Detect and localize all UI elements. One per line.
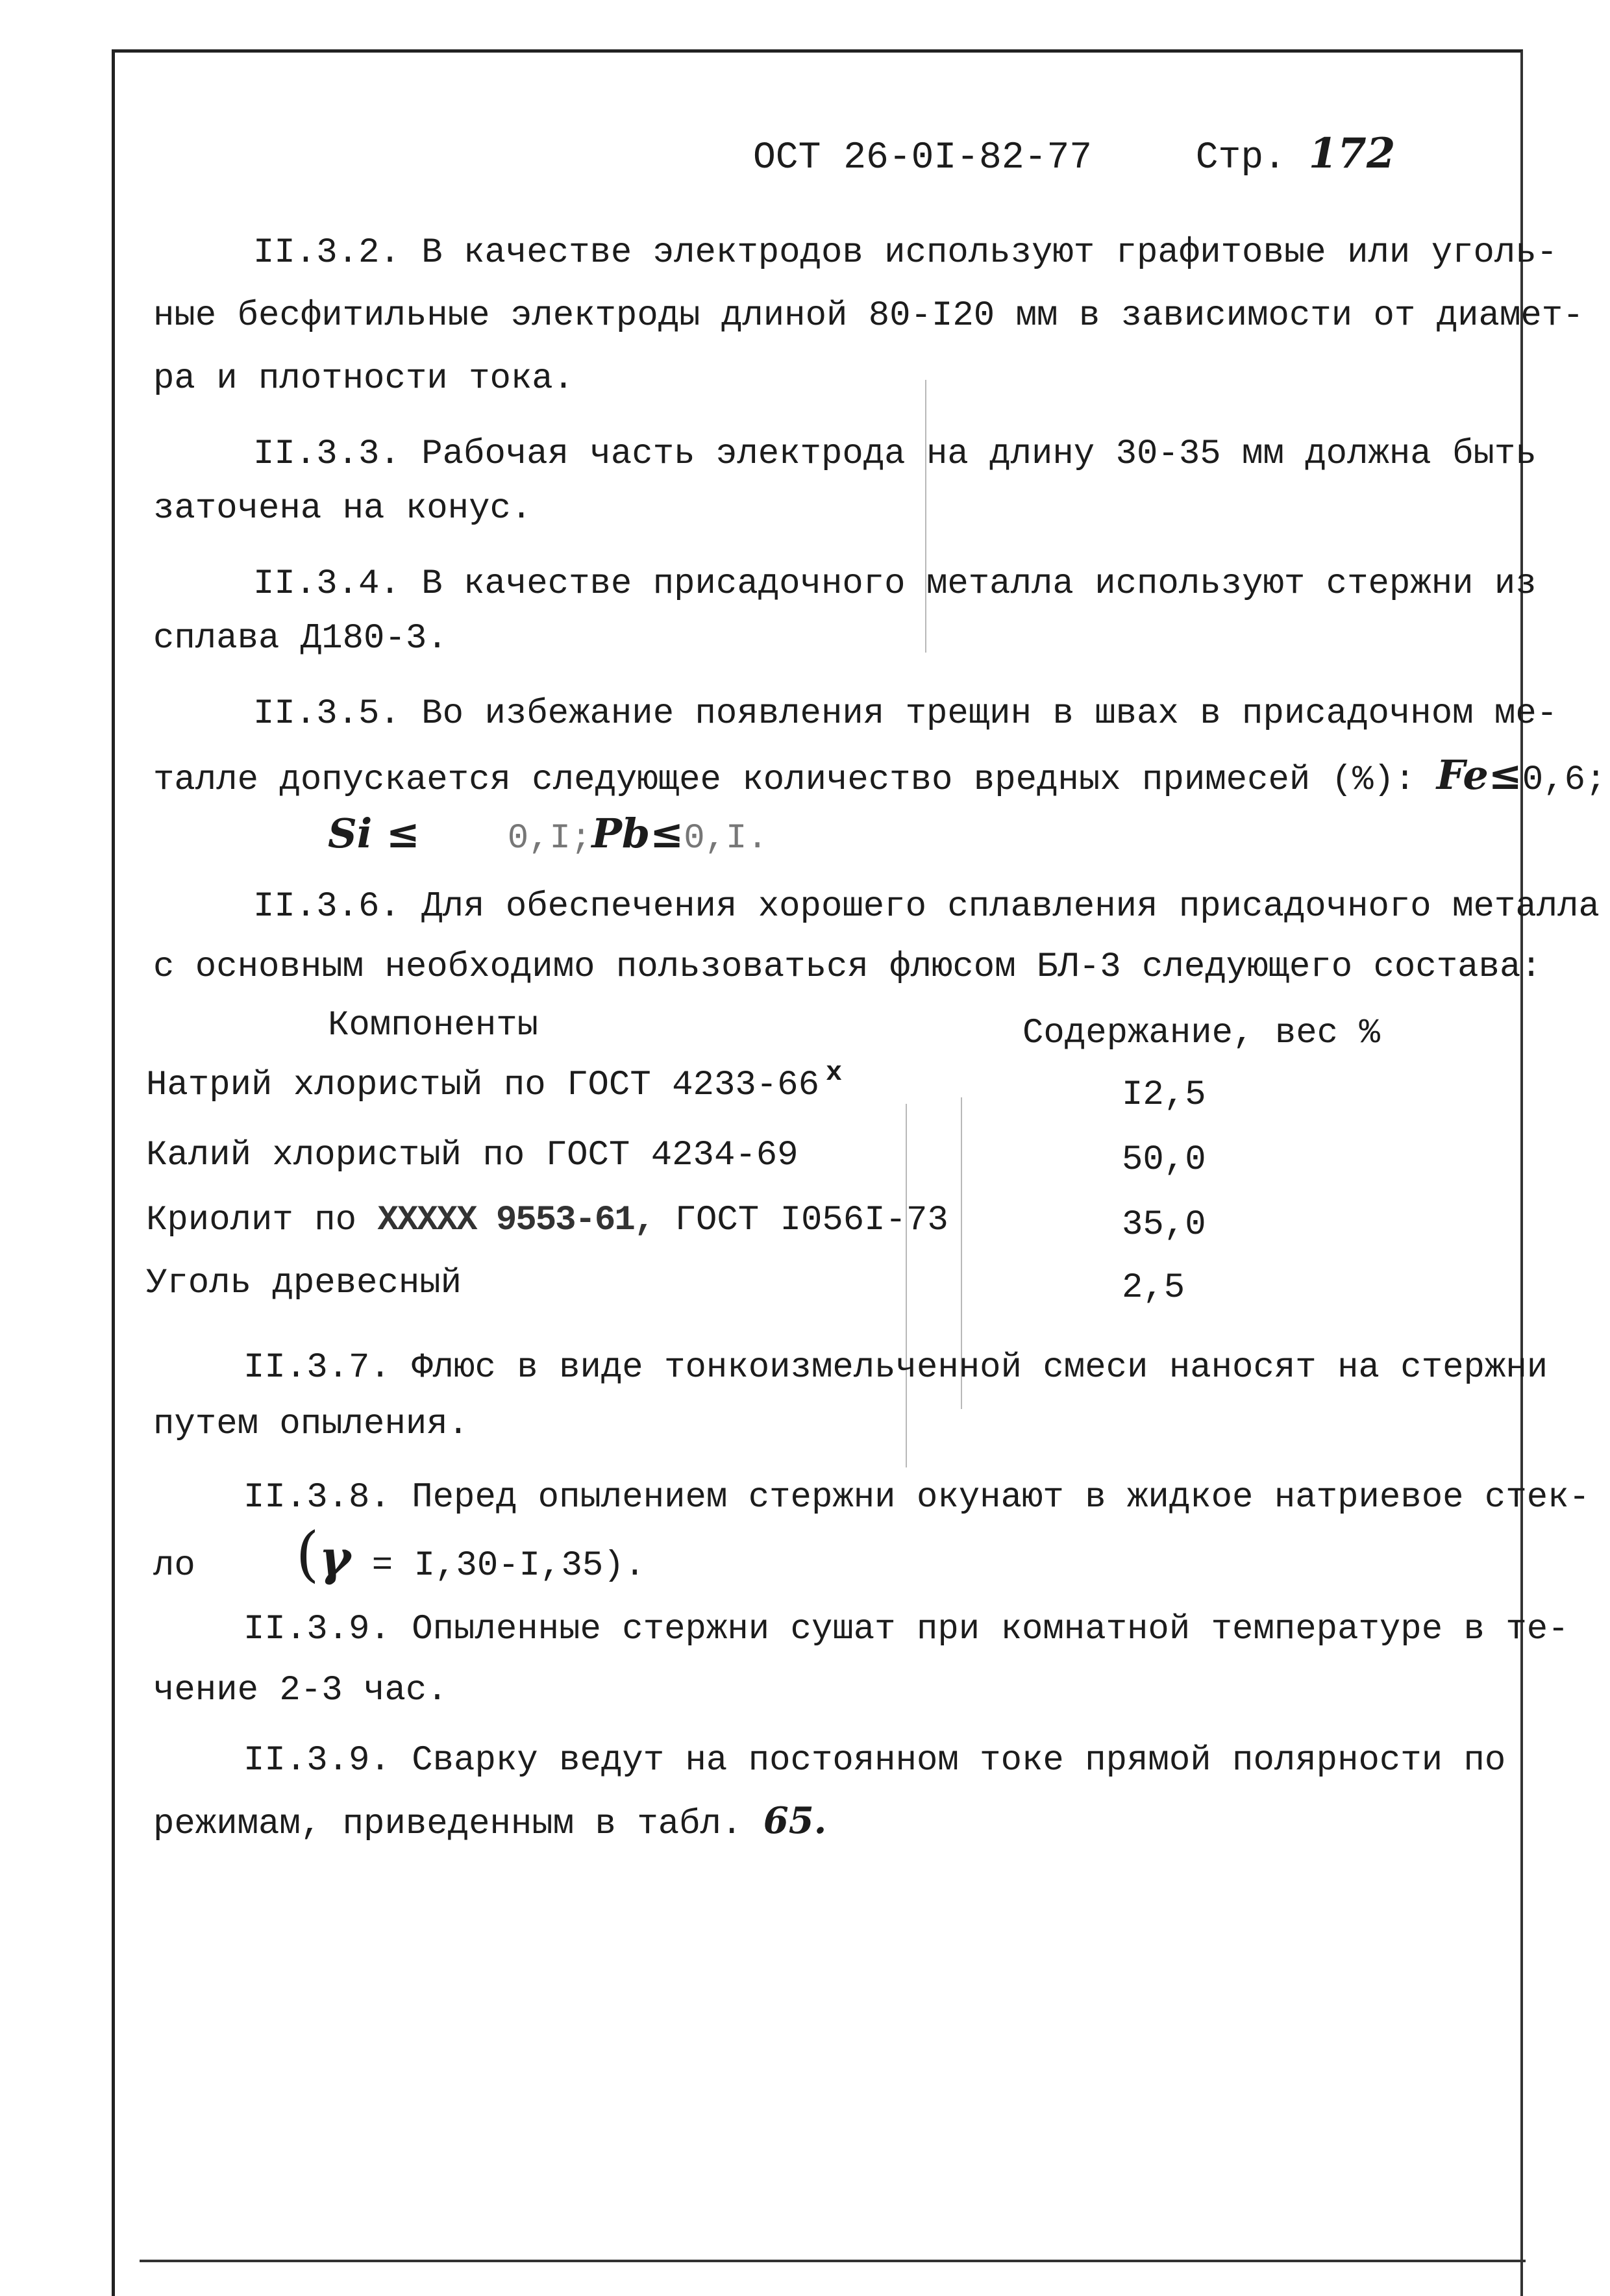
page-label: Стр. — [1195, 137, 1286, 179]
paragraph-line: с основным необходимо пользоваться флюсом БЛ-3 следующего состава: — [153, 947, 1542, 987]
table-row-name: Уголь древесный — [146, 1264, 462, 1303]
paragraph-line: II.3.9. Опыленные стержни сушат при комнатной температуре в те- — [243, 1610, 1569, 1649]
gamma-value: = I,30-I,35). — [371, 1546, 646, 1586]
open-paren: ( — [295, 1519, 319, 1589]
table-row-name: Криолит по XXXXX 9553-61, ГОСТ I056I-73 — [146, 1201, 948, 1240]
paragraph-line: ные бесфитильные электроды длиной 80-I20 мм в зависимости от диамет- — [153, 296, 1584, 336]
line-start: ло — [153, 1546, 195, 1586]
paragraph-line: сплава Д180-3. — [153, 619, 448, 658]
paragraph-line: путем опыления. — [153, 1404, 469, 1444]
table-row-name: Натрий хлористый по ГОСТ 4233-66 $^x$ — [146, 1057, 843, 1105]
table-header-content: Содержание, вес % — [1022, 1014, 1380, 1053]
iron-limit: 0,6; — [1522, 760, 1607, 800]
silicon-limit: 0,I; — [507, 819, 592, 858]
paragraph-line — [153, 751, 1607, 801]
table-row-value: 35,0 — [1122, 1205, 1206, 1245]
footnote-mark: x — [825, 1057, 843, 1088]
paragraph-line: II.3.3. Рабочая часть электрода на длину 30-35 мм должна быть — [253, 434, 1537, 474]
paragraph-line: чение 2-3 час. — [153, 1671, 448, 1710]
paragraph-line: II.3.8. Перед опылением стержни окунают в жидкое натриевое стек- — [243, 1478, 1590, 1517]
struck-out-text: XXXXX 9553-61, — [377, 1201, 654, 1240]
paragraph-line: II.3.2. В качестве электродов используют графитовые или уголь- — [253, 233, 1558, 273]
paragraph-line: II.3.7. Флюс в виде тонкоизмельченной смеси наносят на стержни — [243, 1348, 1548, 1388]
table-ref-number: 65. — [763, 1799, 827, 1842]
table-row-value: 2,5 — [1122, 1268, 1185, 1308]
silicon-symbol: Si ≤ — [328, 810, 420, 857]
paragraph-line: заточена на конус. — [153, 489, 532, 529]
lead-symbol: Pb≤ — [591, 810, 684, 857]
table-row-value: 50,0 — [1122, 1140, 1206, 1180]
gamma-symbol: γ — [319, 1530, 351, 1586]
iron-symbol: Fe≤ — [1436, 751, 1522, 799]
page-header — [753, 129, 1396, 179]
impurities-text: талле допускается следующее количество вредных примесей (%): — [153, 760, 1416, 800]
page-number: 172 — [1308, 129, 1396, 178]
table-row-value: I2,5 — [1122, 1075, 1206, 1115]
table-row-name: Калий хлористый по ГОСТ 4234-69 — [146, 1136, 799, 1175]
paragraph-line — [153, 1800, 826, 1845]
paragraph-line: II.3.6. Для обеспечения хорошего сплавления присадочного металла — [253, 887, 1600, 927]
scan-artifact-line — [906, 1104, 907, 1467]
bottom-rule — [140, 2260, 1526, 2262]
paragraph-line: II.3.4. В качестве присадочного металла используют стержни из — [253, 564, 1537, 604]
table-header-component: Компоненты — [328, 1006, 539, 1045]
paragraph-line: II.3.9. Сварку ведут на постоянном токе прямой полярности по — [243, 1741, 1506, 1780]
lead-limit: 0,I. — [684, 819, 768, 858]
scan-artifact-line — [925, 380, 926, 653]
paragraph-line — [328, 810, 768, 860]
paragraph-line: II.3.5. Во избежание появления трещин в швах в присадочном ме- — [253, 694, 1558, 734]
paragraph-line: ра и плотности тока. — [153, 359, 575, 399]
table-ref-text: режимам, приведенным в табл. — [153, 1804, 743, 1844]
doc-code: ОСТ 26-0I-82-77 — [753, 137, 1093, 179]
paragraph-line — [153, 1519, 646, 1589]
